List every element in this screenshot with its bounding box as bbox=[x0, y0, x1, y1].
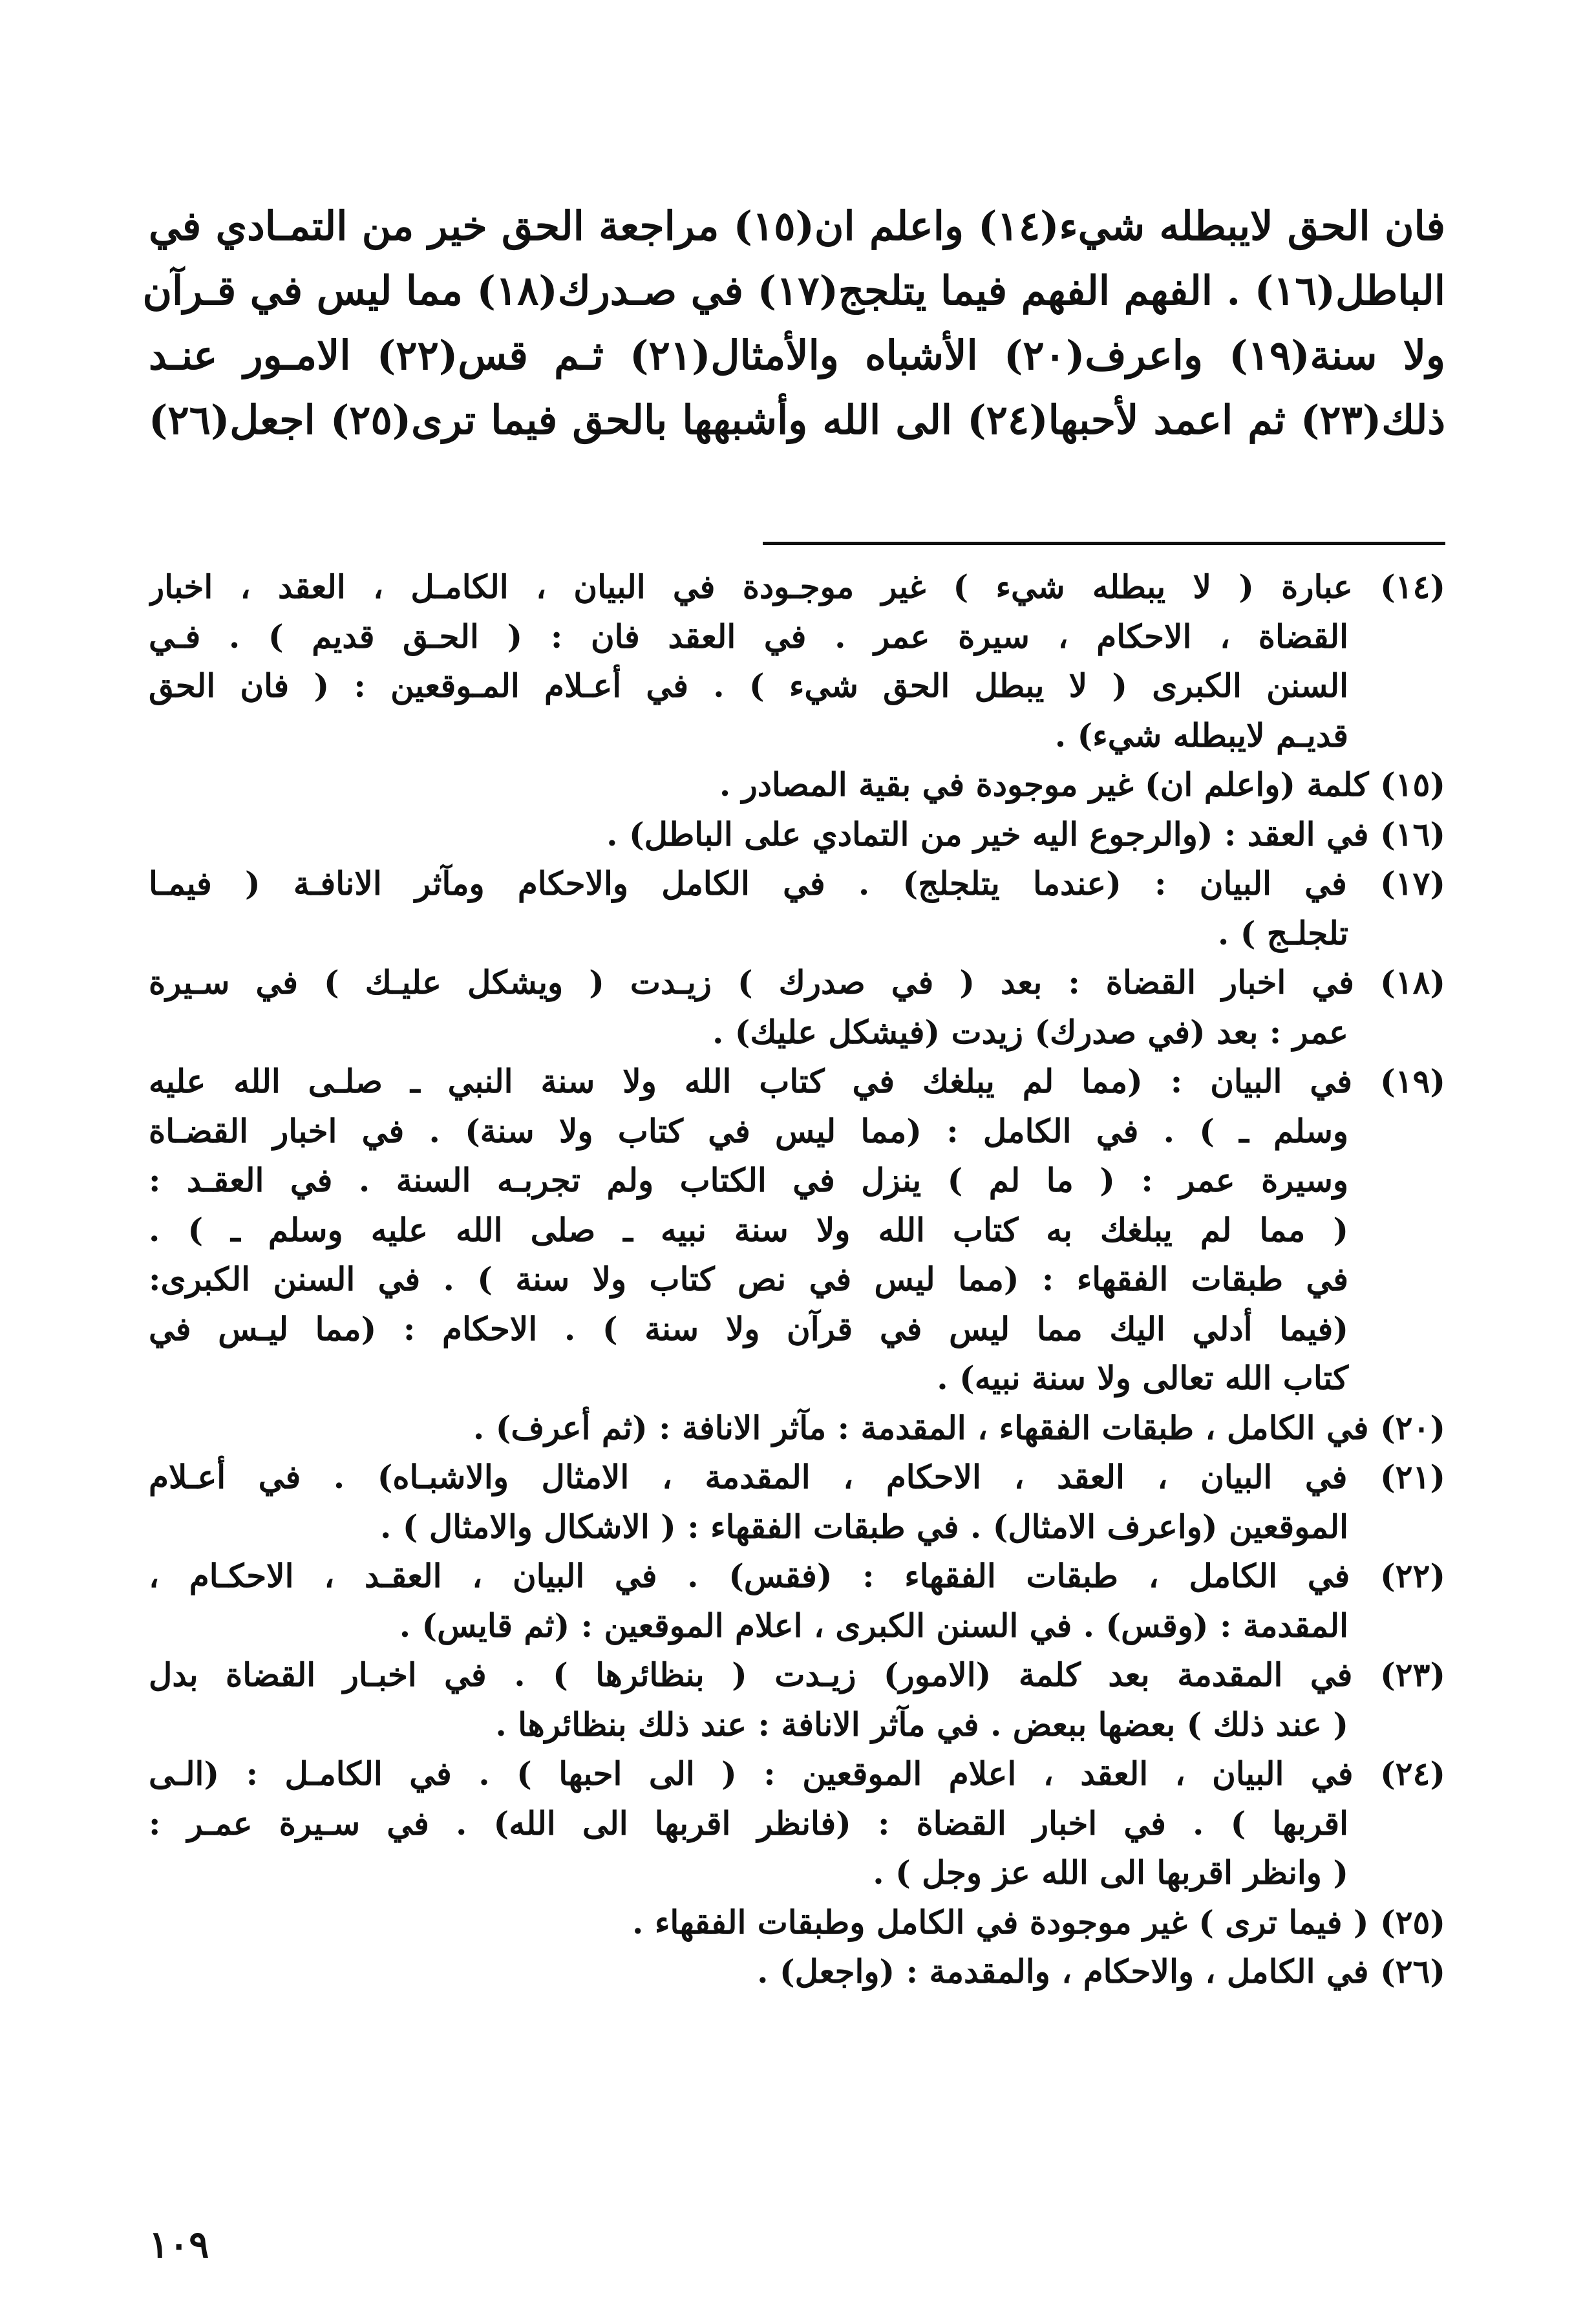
footnote-line: (٢١) في البيان ، العقد ، الاحكام ، المقدمة ، الامثال والاشبـاه) . في أعـلام bbox=[149, 1458, 1445, 1496]
footnote-24 bbox=[149, 1749, 1445, 1898]
footnote-line: ( عند ذلك ) بعضها ببعض . في مآثر الانافة : عند ذلك بنظائرها . bbox=[495, 1705, 1348, 1743]
footnote-line: كتاب الله تعالى ولا سنة نبيه) . bbox=[937, 1359, 1348, 1397]
footnote-line: تلجلـج ) . bbox=[1217, 913, 1348, 952]
footnote-line: اقربها ) . في اخبار القضاة : (فانظر اقربها الى الله) . في سـيرة عمـر : bbox=[149, 1804, 1348, 1842]
footnote-line: (فيما أدلي اليك مما ليس في قرآن ولا سنة ) . الاحكام : (مما ليـس في bbox=[149, 1309, 1348, 1348]
footnote-21 bbox=[149, 1453, 1445, 1551]
footnote-16 bbox=[149, 810, 1445, 860]
footnote-line: (١٩) في البيان : (مما لم يبلغك في كتاب الله ولا سنة النبي ـ صلـى الله عليه bbox=[149, 1062, 1445, 1100]
footnote-20 bbox=[149, 1403, 1445, 1453]
footnote-26 bbox=[149, 1947, 1445, 1997]
footnote-line: (١٤) عبارة ( لا يبطله شيء ) غير موجـودة في البيان ، الكامـل ، العقد ، اخبار bbox=[149, 568, 1445, 606]
footnote-line: (١٥) كلمة (واعلم ان) غير موجودة في بقية المصادر . bbox=[719, 765, 1445, 804]
footnote-22 bbox=[149, 1551, 1445, 1650]
footnote-line: عمر : بعد (في صدرك) زيدت (فيشكل عليك) . bbox=[712, 1012, 1348, 1051]
footnote-15 bbox=[149, 760, 1445, 810]
footnote-line: وسلم ـ ) . في الكامل : (مما ليس في كتاب ولا سنة) . في اخبار القضـاة bbox=[149, 1111, 1348, 1150]
footnote-divider bbox=[763, 542, 1445, 545]
footnote-18 bbox=[149, 958, 1445, 1057]
footnote-line: قديـم لايبطله شيء) . bbox=[1054, 716, 1348, 754]
footnote-line: (٢٣) في المقدمة بعد كلمة (الامور) زيـدت ( بنظائرها ) . في اخبـار القضاة بدل bbox=[149, 1656, 1445, 1694]
main-text-line: ذلك(٢٣) ثم اعمد لأحبها(٢٤) الى الله وأشبهها بالحق فيما ترى(٢٥) اجعل(٢٦) bbox=[149, 396, 1445, 443]
main-text-line: فان الحق لايبطله شيء(١٤) واعلم ان(١٥) مراجعة الحق خير من التمـادي في bbox=[149, 202, 1446, 250]
footnote-line: ( وانظر اقربها الى الله عز وجل ) . bbox=[873, 1853, 1348, 1892]
footnote-line: ( مما لم يبلغك به كتاب الله ولا سنة نبيه ـ صلى الله عليه وسلم ـ ) . bbox=[149, 1210, 1348, 1249]
main-text-line: الباطل(١٦) . الفهم الفهم فيما يتلجج(١٧) في صـدرك(١٨) مما ليس في قـرآن bbox=[142, 267, 1445, 314]
footnotes bbox=[149, 562, 1445, 1997]
footnote-14 bbox=[149, 562, 1445, 760]
footnote-line: المقدمة : (وقس) . في السنن الكبرى ، اعلام الموقعين : (ثم قايس) . bbox=[399, 1606, 1348, 1645]
footnote-line: (١٧) في البيان : (عندما يتلجلج) . في الكامل والاحكام ومآثر الانافـة ( فيمـا bbox=[149, 864, 1445, 902]
footnote-line: وسيرة عمر : ( ما لم ) ينزل في الكتاب ولم تجربـه السنة . في العقـد : bbox=[149, 1161, 1348, 1199]
footnote-line: الموقعين (واعرف الامثال) . في طبقات الفقهاء : ( الاشكال والامثال ) . bbox=[380, 1507, 1348, 1546]
footnote-line: (٢٤) في البيان ، العقد ، اعلام الموقعين : ( الى احبها ) . في الكامـل : (الـى bbox=[149, 1754, 1445, 1793]
footnote-line: (٢٦) في الكامل ، والاحكام ، والمقدمة : (واجعل) . bbox=[757, 1952, 1445, 1990]
main-text-line: ولا سنة(١٩) واعرف(٢٠) الأشباه والأمثال(٢١) ثـم قس(٢٢) الامـور عنـد bbox=[149, 332, 1445, 379]
footnote-line: (٢٢) في الكامل ، طبقات الفقهاء : (فقس) . في البيان ، العقـد ، الاحكـام ، bbox=[149, 1557, 1445, 1595]
footnote-25 bbox=[149, 1898, 1445, 1948]
footnote-19 bbox=[149, 1057, 1445, 1403]
footnote-line: (١٦) في العقد : (والرجوع اليه خير من التمادي على الباطل) . bbox=[606, 815, 1445, 853]
footnote-line: القضاة ، الاحكام ، سيرة عمر . في العقد فان : ( الحـق قديم ) . فـي bbox=[149, 617, 1348, 656]
main-text bbox=[142, 194, 1446, 453]
page-number: ١٠٩ bbox=[149, 2223, 209, 2266]
footnote-23 bbox=[149, 1650, 1445, 1749]
footnote-line: السنن الكبرى ( لا يبطل الحق شيء ) . في أعـلام المـوقعين : ( فان الحق bbox=[149, 666, 1348, 705]
footnote-line: (٢٥) ( فيما ترى ) غير موجودة في الكامل وطبقات الفقهاء . bbox=[632, 1903, 1445, 1941]
footnote-line: (١٨) في اخبار القضاة : بعد ( في صدرك ) زيـدت ( ويشكل عليـك ) في سـيرة bbox=[149, 963, 1445, 1001]
footnote-line: (٢٠) في الكامل ، طبقات الفقهاء ، المقدمة : مآثر الانافة : (ثم أعرف) . bbox=[473, 1408, 1445, 1447]
footnote-17 bbox=[149, 859, 1445, 958]
footnote-line: في طبقات الفقهاء : (مما ليس في نص كتاب ولا سنة ) . في السنن الكبرى: bbox=[149, 1260, 1348, 1298]
